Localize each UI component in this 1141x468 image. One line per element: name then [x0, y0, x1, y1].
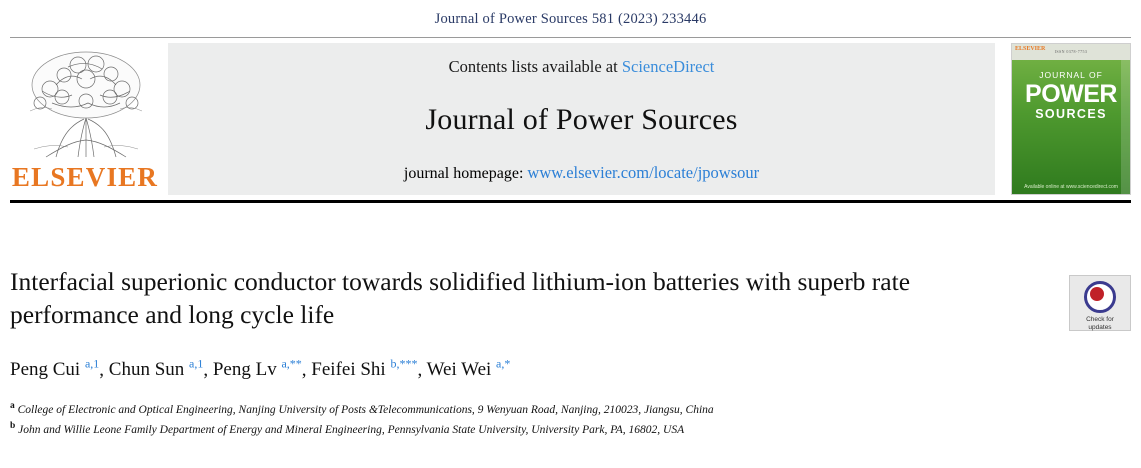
header-divider — [10, 37, 1131, 38]
sciencedirect-link[interactable]: ScienceDirect — [621, 57, 715, 76]
affiliation-item — [10, 418, 1131, 438]
cover-line-sources: SOURCES — [1035, 107, 1107, 121]
crossmark-icon-inner — [1090, 287, 1104, 301]
contents-line — [449, 57, 715, 77]
crossmark-badge[interactable] — [1069, 275, 1131, 331]
running-head: Journal of Power Sources 581 (2023) 233446 — [434, 11, 707, 27]
affiliation-text: John and Willie Leone Family Department of Energy and Mineral Engineering, Pennsylvania State University, University Park, PA, 16802, USA — [18, 423, 685, 436]
elsevier-wordmark: ELSEVIER — [11, 162, 159, 192]
author-item[interactable]: Peng Lv $^{a,**}$ — [212, 357, 302, 381]
author-item[interactable]: Peng Cui $^{a,1}$ — [10, 357, 100, 381]
contents-prefix: Contents lists available at — [448, 57, 618, 76]
homepage-line — [404, 163, 759, 183]
masthead-bottom-rule — [10, 200, 1131, 203]
affiliation-marker: b — [10, 421, 16, 432]
elsevier-logo — [10, 43, 160, 195]
affiliation-text: College of Electronic and Optical Engineering, Nanjing University of Posts &Telecommunications, 9 Wenyuan Road, Nanjing, 210023, Jiangsu, China — [17, 404, 714, 417]
cover-top-strip: ISSN 0378-7753 — [1012, 44, 1130, 60]
author-list — [10, 357, 1131, 381]
author-item[interactable]: Feifei Shi $^{b,***}$ — [311, 357, 418, 381]
author-separator: , — [301, 359, 312, 381]
contents-box — [168, 43, 995, 195]
article-header — [10, 265, 1131, 438]
author-item[interactable]: Wei Wei $^{a,*}$ — [426, 357, 511, 381]
affiliation-list — [10, 398, 1131, 438]
author-separator: , — [203, 359, 213, 381]
author-separator: , — [417, 359, 427, 381]
homepage-prefix: journal homepage: — [403, 165, 524, 182]
journal-masthead — [10, 43, 1131, 195]
journal-cover-image — [1011, 43, 1131, 195]
author-item[interactable]: Chun Sun $^{a,1}$ — [108, 357, 204, 381]
affiliation-item — [10, 398, 1131, 418]
affiliation-marker: a — [10, 401, 15, 412]
cover-line-power: POWER — [1025, 80, 1117, 108]
cover-side-bar — [1121, 60, 1130, 194]
cover-bottom-text: Available online at www.sciencedirect.com — [1024, 184, 1118, 190]
author-separator: , — [99, 359, 109, 381]
page-title: Interfacial superionic conductor towards solidified lithium-ion batteries with superb rate performance and long cycle life — [10, 267, 911, 329]
crossmark-label-line1: Check for — [1086, 316, 1114, 323]
cover-line-journal-of: JOURNAL OF — [1039, 70, 1103, 80]
journal-title: Journal of Power Sources — [425, 103, 738, 136]
journal-homepage-link[interactable]: www.elsevier.com/locate/jpowsour — [527, 163, 760, 182]
elsevier-tree-icon — [16, 45, 156, 163]
cover-elsevier-mark: ELSEVIER — [1015, 46, 1046, 52]
crossmark-icon — [1084, 281, 1116, 313]
crossmark-label-line2: updates — [1088, 324, 1112, 331]
